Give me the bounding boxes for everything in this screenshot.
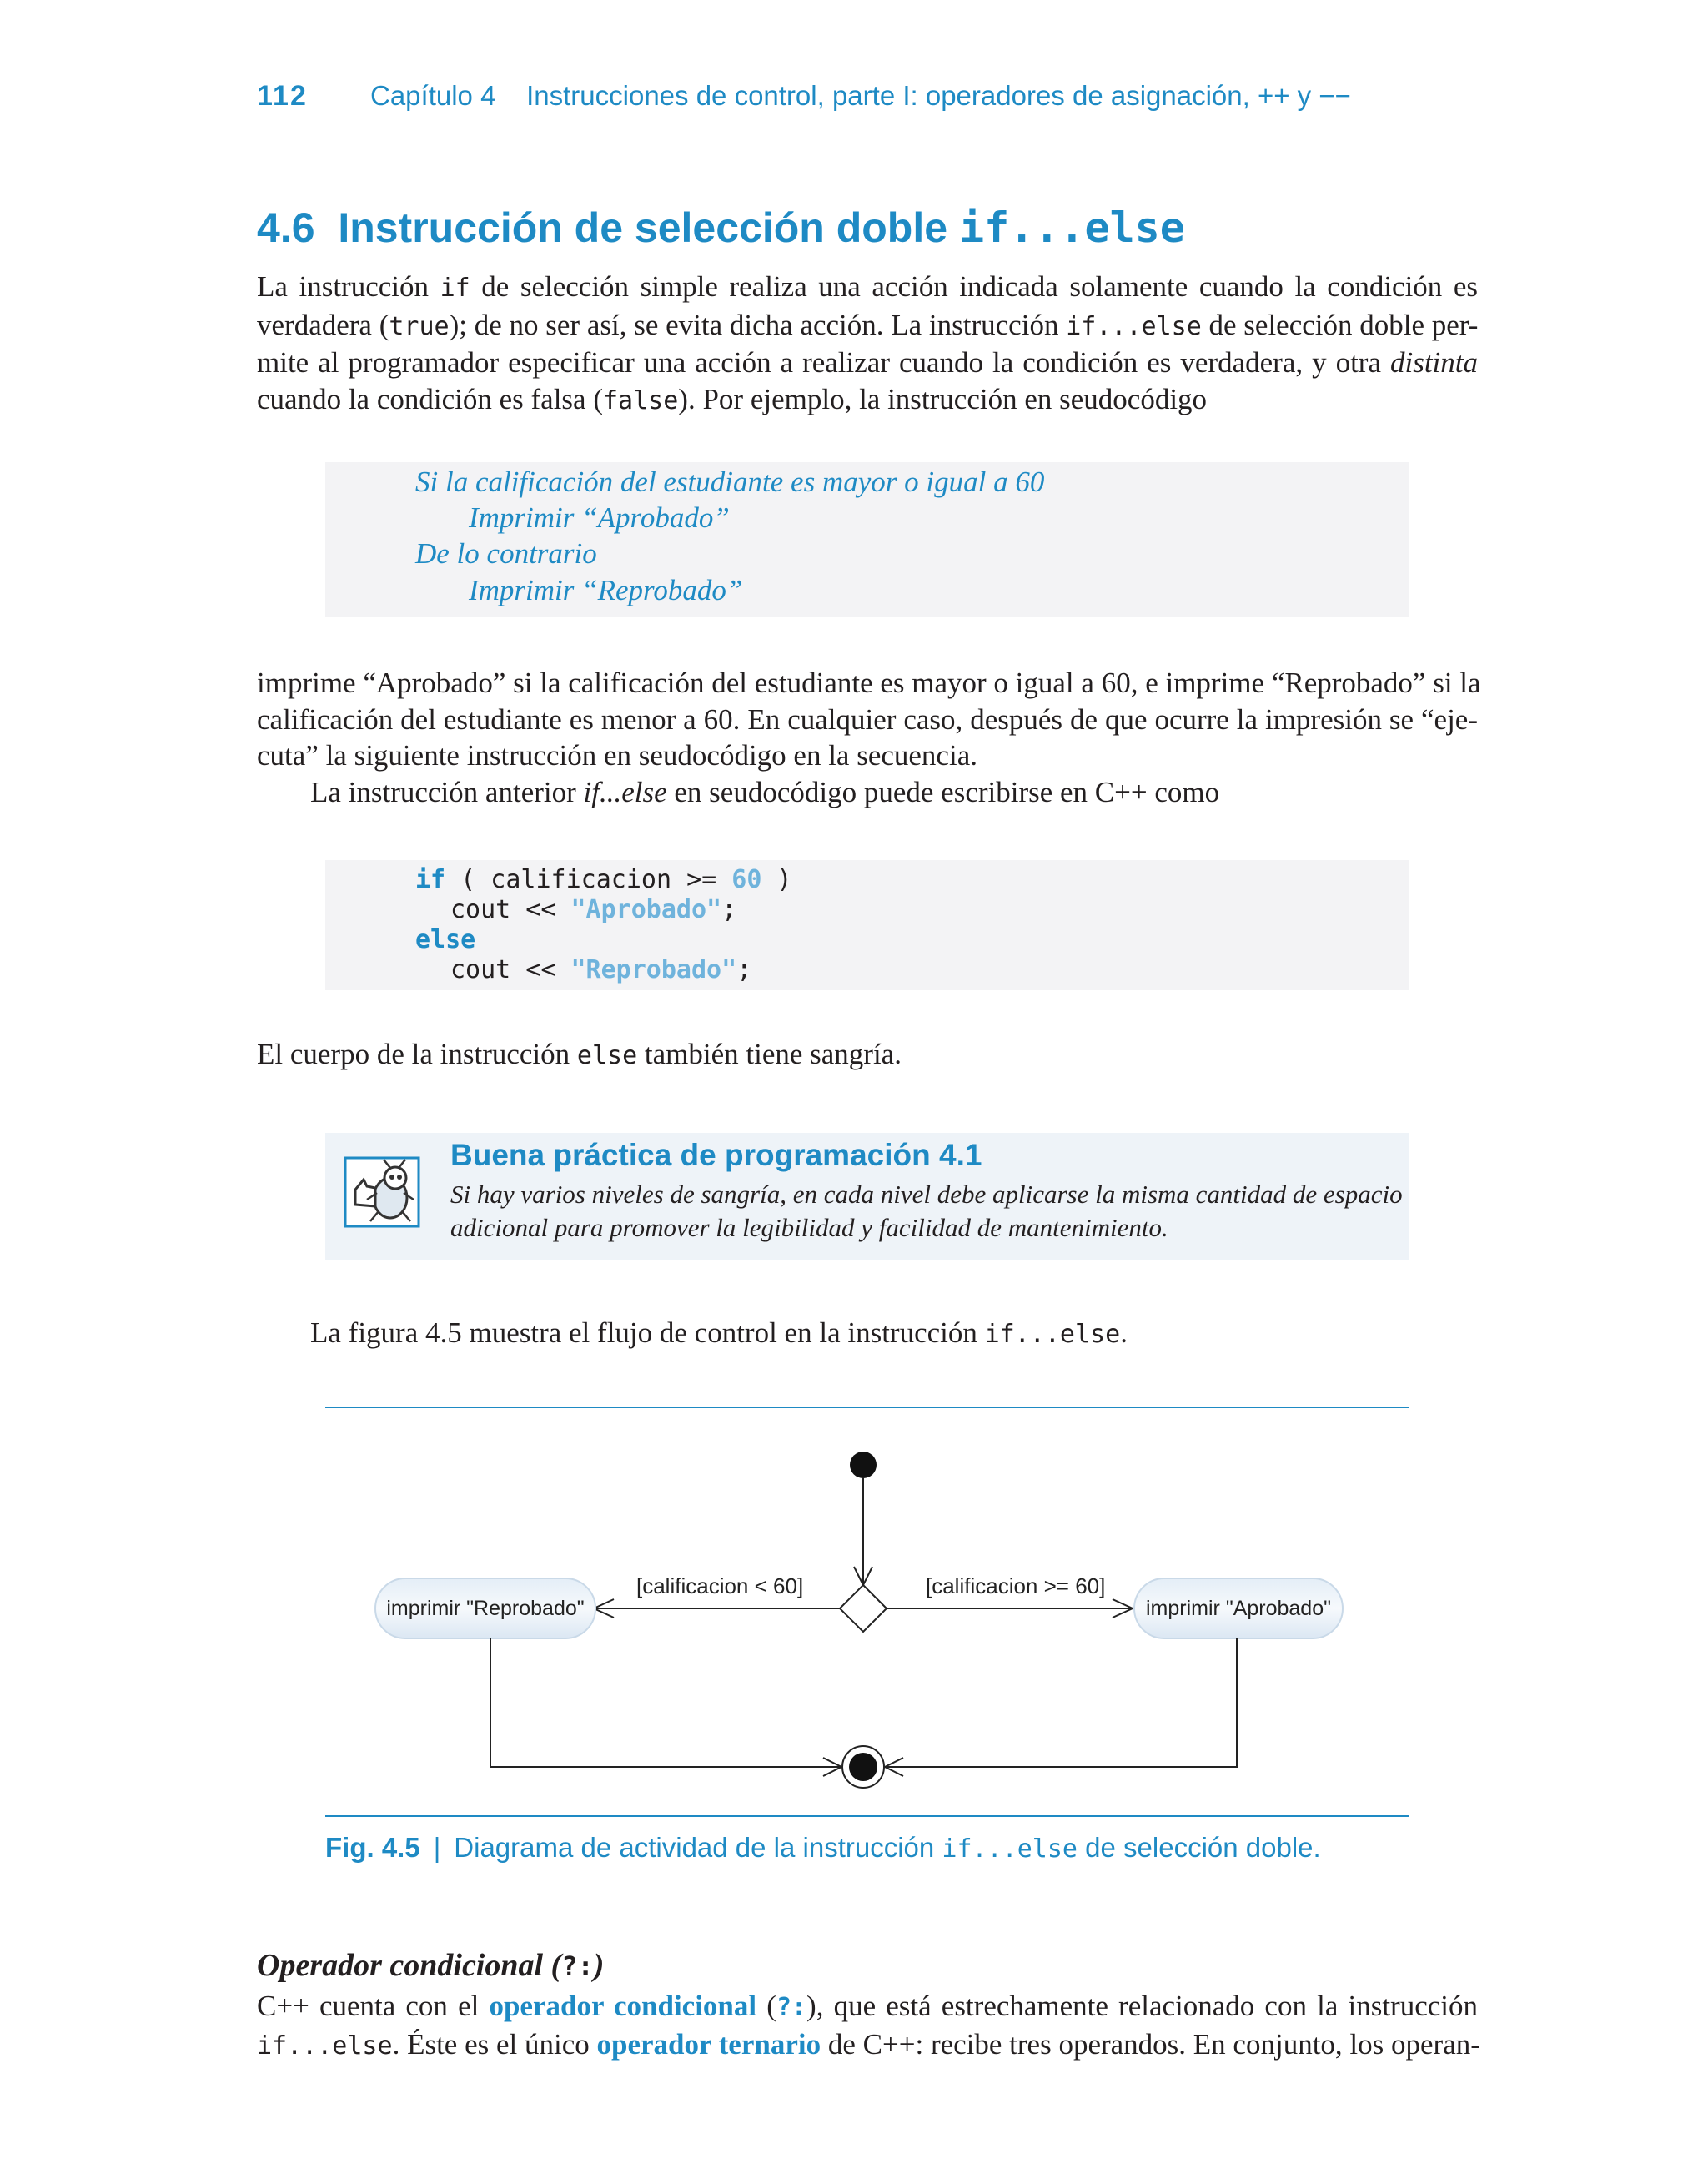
term-highlight: operador ternario [596, 2027, 821, 2061]
code-text: ; [721, 895, 737, 924]
pseudocode-line: De lo contrario [415, 537, 597, 570]
code-line [450, 955, 751, 984]
text: en seudocódigo puede escribirse en C++ como [666, 775, 1220, 808]
pseudocode-box [325, 462, 1409, 617]
code-keyword: if [415, 865, 446, 894]
section-title-code: if...else [958, 204, 1185, 252]
subsection-text: ) [593, 1948, 605, 1983]
subsection-heading [257, 1947, 604, 1984]
text: La figura 4.5 muestra el flujo de control en la instrucción [310, 1316, 985, 1349]
figure-bottom-rule [325, 1815, 1409, 1817]
paragraph-else-indent [257, 1036, 1478, 1074]
code-string: "Aprobado" [570, 895, 722, 924]
code-number: 60 [731, 865, 762, 894]
paragraph-conditional-operator [257, 1988, 1478, 2064]
tip-line: adicional para promover la legibilidad y facilidad de mantenimiento. [450, 1213, 1168, 1242]
inline-code: if [440, 274, 470, 303]
action-reprobado-label: imprimir "Reprobado" [386, 1597, 585, 1620]
flow-reprobado-to-final [490, 1638, 842, 1767]
code-text: cout << [450, 895, 571, 924]
code-text: ( calificacion >= [445, 865, 732, 894]
code-line [450, 895, 736, 924]
text: ( [756, 1990, 776, 2022]
text: La instrucción [257, 270, 440, 303]
section-title-text: Instrucción de selección doble [338, 204, 948, 251]
emphasis: if...else [583, 775, 667, 808]
decision-node [840, 1585, 887, 1632]
inline-code: if...else [984, 1320, 1121, 1349]
inline-code: if...else [257, 2031, 393, 2061]
inline-code: false [602, 385, 679, 415]
text-line [257, 2026, 1478, 2065]
text: El cuerpo de la instrucción [257, 1038, 577, 1070]
text-line [257, 381, 1478, 420]
text: verdadera ( [257, 308, 389, 341]
text-line [257, 1988, 1478, 2026]
code-text: ; [736, 955, 752, 984]
pseudocode-line: Imprimir “Aprobado” [469, 501, 730, 534]
final-node [849, 1753, 877, 1781]
pseudocode-line: Imprimir “Reprobado” [469, 574, 743, 606]
code-line [415, 865, 792, 894]
text: La instrucción anterior [310, 775, 584, 808]
caption-separator: | [433, 1832, 441, 1863]
flow-aprobado-to-final [884, 1638, 1237, 1767]
text: también tiene sangría. [637, 1038, 902, 1070]
text: C++ cuenta con el [257, 1990, 490, 2022]
caption-text: de selección doble. [1077, 1832, 1321, 1863]
caption-text: Diagrama de actividad de la instrucción [454, 1832, 942, 1863]
paragraph-explanation [257, 665, 1481, 810]
tip-title: Buena práctica de programación 4.1 [450, 1138, 982, 1172]
text-line [257, 1036, 1478, 1074]
code-box [325, 860, 1409, 990]
paragraph-figure-ref [310, 1315, 1478, 1353]
emphasis: distinta [1389, 346, 1478, 379]
figure-4-5 [325, 1407, 1409, 1957]
initial-node [850, 1452, 877, 1478]
paragraph-intro [257, 269, 1478, 419]
text-line [257, 307, 1478, 345]
text-line [257, 269, 1478, 307]
running-header [257, 80, 1474, 122]
code-text: ) [761, 865, 792, 894]
text-line: calificación del estudiante es menor a 60. En cualquier caso, después de que ocurre la impresión se “eje- [257, 702, 1478, 736]
code-string: "Reprobado" [570, 955, 737, 984]
subsection-text: Operador condicional ( [257, 1948, 562, 1983]
text: . Éste es el único [392, 2027, 597, 2061]
text-line: cuta” la siguiente instrucción en seudocódigo en la secuencia. [257, 739, 977, 772]
section-heading [257, 204, 1185, 252]
text: de selección doble per- [1201, 308, 1479, 341]
guard-left: [calificacion < 60] [636, 1573, 804, 1598]
section-number: 4.6 [257, 204, 315, 251]
pseudocode-line: Si la calificación del estudiante es mayor o igual a 60 [415, 465, 1045, 498]
page-number: 112 [257, 80, 308, 112]
activity-diagram [325, 1408, 1409, 1807]
text: ), que está estrechamente relacionado con la instrucción [806, 1990, 1478, 2022]
guard-right: [calificacion >= 60] [926, 1573, 1106, 1598]
text: . [1120, 1316, 1128, 1349]
inline-code: true [389, 311, 450, 341]
bug-thumbs-up-icon [344, 1156, 420, 1228]
inline-code: if...else [1066, 311, 1202, 341]
text-line: imprime “Aprobado” si la calificación del estudiante es mayor o igual a 60, e imprime “Reprobado” si la [257, 667, 1481, 699]
text: de selección simple realiza una acción indicada solamente cuando la condición es [470, 270, 1479, 303]
good-practice-box [325, 1133, 1409, 1260]
text-line [257, 774, 1478, 811]
figure-caption [325, 1832, 1321, 1864]
code-line [415, 925, 475, 954]
text: ). Por ejemplo, la instrucción en seudocódigo [678, 382, 1208, 415]
text: mite al programador especificar una acción a realizar cuando la condición es verdadera, y otra [257, 346, 1390, 379]
figure-label: Fig. 4.5 [325, 1832, 420, 1863]
text-line [310, 1315, 1478, 1353]
code-text: cout << [450, 955, 571, 984]
inline-code: ?: [776, 1993, 807, 2022]
code-keyword: else [415, 925, 476, 954]
text: ); de no ser así, se evita dicha acción. La instrucción [449, 308, 1067, 341]
term-highlight: operador condicional [489, 1990, 757, 2022]
tip-line: Si hay varios niveles de sangría, en cada nivel debe aplicarse la misma cantidad de espacio [450, 1180, 1403, 1209]
inline-code: else [576, 1041, 638, 1070]
action-aprobado-label: imprimir "Aprobado" [1146, 1597, 1331, 1620]
caption-code: if...else [942, 1834, 1078, 1864]
subsection-code: ?: [561, 1950, 594, 1982]
chapter-title: Capítulo 4 Instrucciones de control, parte I: operadores de asignación, ++ y −− [370, 80, 1351, 111]
text-line [257, 345, 1478, 381]
text: de C++: recibe tres operandos. En conjunto, los operan- [821, 2027, 1480, 2061]
text: cuando la condición es falsa ( [257, 382, 603, 415]
